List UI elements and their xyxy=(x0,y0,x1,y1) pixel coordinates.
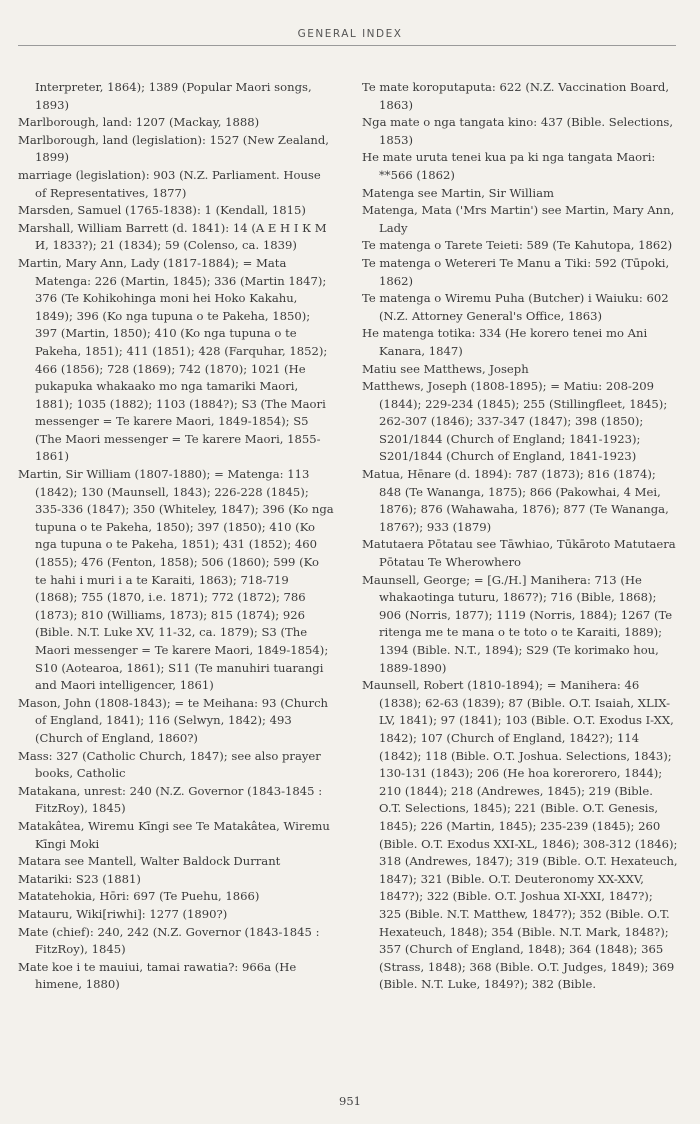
index-entry: Matakâtea, Wiremu Kīngi see Te Matakâtea, Wiremu Kīngi Moki xyxy=(18,818,330,851)
header-rule xyxy=(18,45,676,46)
index-column-right xyxy=(362,79,678,994)
index-entry: Matenga, Mata ('Mrs Martin') see Martin, Mary Ann, Lady xyxy=(362,203,675,235)
index-entry: Matutaera Pōtatau see Tāwhiao, Tūkāroto Matutaera Pōtatau Te Wherowhero xyxy=(362,537,676,570)
index-entry: Martin, Sir William (1807-1880); = Matenga: 113 (1842); 130 (Maunsell, 1843); 226-228 (1845); 335-336 (1847); 350 (Whiteley, 1847); 396 (Ko nga tupuna o te Pakeha, 1850); 397 (1850); 410 (Ko nga tupuna o te Pakeha, 1851); 431 (1852); 460 (1855); 476 (Fenton, 1858); 506 (1860); 599 (Ko te hahi i muri i a te Karaiti, 1863); 718-719 (1868); 755 (1870, i.e. 1871); 772 (1872); 786 (1873); 810 (Williams, 1873); 815 (1874); 926 (Bible. N.T. Luke XV, 11-32, ca. 1879); S3 (The Maori messenger = Te karere Maori, 1849-1854); S10 (Aotearoa, 1861); S11 (Te manuhiri tuarangi and Maori intelligencer, 1861) xyxy=(18,467,334,693)
index-entry: Te matenga o Wiremu Puha (Butcher) i Waiuku: 602 (N.Z. Attorney General's Office, 1863) xyxy=(362,291,669,323)
index-entry: Marshall, William Barrett (d. 1841): 14 (A E H I К М И, 1833?); 21 (1834); 59 (Colenso, ca. 1839) xyxy=(18,220,327,253)
index-entry: Marsden, Samuel (1765-1838): 1 (Kendall, 1815) xyxy=(18,203,306,218)
index-entry: Martin, Mary Ann, Lady (1817-1884); = Mata Matenga: 226 (Martin, 1845); 336 (Martin 1847); 376 (Te Kohikohinga moni hei Hoko Kakahu, 1849); 396 (Ko nga tupuna o te Pakeha, 1850); 397 (Martin, 1850); 410 (Ko nga tupuna o te Pakeha, 1851); 411 (1851); 428 (Farquhar, 1852); 466 (1856); 728 (1869); 742 (1870); 1021 (He pukapuka whakaako mo nga tamariki Maori, 1881); 1035 (1882); 1103 (1884?); S3 (The Maori messenger = Te karere Maori, 1849-1854); S5 (The Maori messenger = Te karere Maori, 1855-1861) xyxy=(18,255,328,464)
page-number: 951 xyxy=(339,1094,361,1108)
index-entry: marriage (legislation): 903 (N.Z. Parliament. House of Representatives, 1877) xyxy=(18,167,321,200)
index-entry: Matiu see Matthews, Joseph xyxy=(362,361,529,376)
index-entry: Interpreter, 1864); 1389 (Popular Maori songs, 1893) xyxy=(35,80,312,112)
index-entry: Maunsell, George; = [G./H.] Manihera: 713 (He whakaotinga tuturu, 1867?); 716 (Bible, 1868); 906 (Norris, 1877); 1119 (Norris, 1884); 1267 (Te ritenga me te mana o te toto o te Karaiti, 1889); 1394 (Bible. N.T., 1894); S29 (Te korimako hou, 1889-1890) xyxy=(362,572,673,675)
index-entry: Maunsell, Robert (1810-1894); = Manihera: 46 (1838); 62-63 (1839); 87 (Bible. O.T. Isaiah, XLIX-LV, 1841); 97 (1841); 103 (Bible. O.T. Exodus I-XX, 1842); 107 (Church of England, 1842?); 114 (1842); 118 (Bible. O.T. Joshua. Selections, 1843); 130-131 (1843); 206 (He hoa korerorero, 1844); 210 (1844); 218 (Andrewes, 1845); 219 (Bible. O.T. Selections, 1845); 221 (Bible. O.T. Genesis, 1845); 226 (Martin, 1845); 235-239 (1845); 260 (Bible. O.T. Exodus XXI-XL, 1846); 308-312 (1846); 318 (Andrewes, 1847); 319 (Bible. O.T. Hexateuch, 1847); 321 (Bible. O.T. Deuteronomy XX-XXV, 1847?); 322 (Bible. O.T. Joshua XI-XXI, 1847?); 325 (Bible. N.T. Matthew, 1847?); 352 (Bible. O.T. Hexateuch, 1848); 354 (Bible. N.T. Mark, 1848?); 357 (Church of England, 1848); 364 (1848); 365 (Strass, 1848); 368 (Bible. O.T. Judges, 1849); 369 (Bible. N.T. Luke, 1849?); 382 (Bible. xyxy=(362,678,678,992)
index-entry: Mate (chief): 240, 242 (N.Z. Governor (1843-1845 : FitzRoy), 1845) xyxy=(18,924,320,957)
index-column-left xyxy=(18,79,334,994)
index-entry: Nga mate o nga tangata kino: 437 (Bible. Selections, 1853) xyxy=(362,115,674,147)
index-entry: Te mate koroputaputa: 622 (N.Z. Vaccination Board, 1863) xyxy=(362,80,670,112)
index-entry: Te matenga o Tarete Teieti: 589 (Te Kahutopa, 1862) xyxy=(362,238,673,253)
index-entry: Matauru, Wiki[riwhi]: 1277 (1890?) xyxy=(18,906,228,921)
index-entry: Matatehokia, Hōri: 697 (Te Puehu, 1866) xyxy=(18,889,260,904)
index-entry: Marlborough, land: 1207 (Mackay, 1888) xyxy=(18,115,260,130)
index-entry: Matakana, unrest: 240 (N.Z. Governor (1843-1845 : FitzRoy), 1845) xyxy=(18,783,323,816)
index-entry: Matara see Mantell, Walter Baldock Durrant xyxy=(18,854,281,869)
index-entry: Matenga see Martin, Sir William xyxy=(362,185,555,200)
index-entry: He matenga totika: 334 (He korero tenei mo Ani Kanara, 1847) xyxy=(362,326,648,358)
page-header: GENERAL INDEX xyxy=(297,28,403,40)
index-entry: He mate uruta tenei kua pa ki nga tangata Maori: **566 (1862) xyxy=(362,150,656,182)
index-entry: Marlborough, land (legislation): 1527 (New Zealand, 1899) xyxy=(18,132,329,165)
index-entry: Mason, John (1808-1843); = te Meihana: 93 (Church of England, 1841); 116 (Selwyn, 1842); 493 (Church of England, 1860?) xyxy=(18,695,329,745)
index-entry: Matariki: S23 (1881) xyxy=(18,871,141,886)
index-entry: Mass: 327 (Catholic Church, 1847); see also prayer books, Catholic xyxy=(18,748,321,781)
index-entry: Te matenga o Wetereri Te Manu a Tiki: 592 (Tūpoki, 1862) xyxy=(362,255,670,288)
index-entry: Matthews, Joseph (1808-1895); = Matiu: 208-209 (1844); 229-234 (1845); 255 (Stillingfleet, 1845); 262-307 (1846); 337-347 (1847); 398 (1850); S201/1844 (Church of England; 1841-1923); S201/1844 (Church of England, 1841-1923) xyxy=(362,379,668,464)
index-entry: Matua, Hēnare (d. 1894): 787 (1873); 816 (1874); 848 (Te Wananga, 1875); 866 (Pakowhai, 4 Mei, 1876); 876 (Wahawaha, 1876); 877 (Te Wananga, 1876?); 933 (1879) xyxy=(362,467,669,534)
index-entry: Mate koe i te mauiui, tamai rawatia?: 966a (He himene, 1880) xyxy=(18,959,297,992)
